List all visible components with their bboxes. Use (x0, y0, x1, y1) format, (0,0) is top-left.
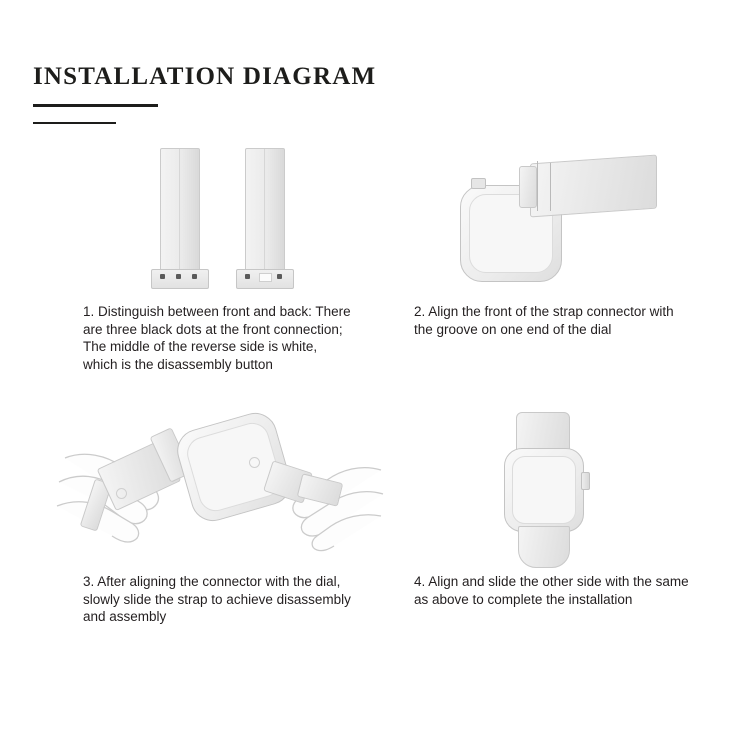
strap-connector-edge (550, 163, 551, 211)
step-1-illustration (55, 140, 385, 295)
strap-end-back (245, 148, 285, 272)
connector-dot (176, 274, 181, 279)
strap-front-crease (179, 149, 180, 269)
title-rule-short (33, 122, 116, 124)
connector-dot (277, 274, 282, 279)
connector-dot (245, 274, 250, 279)
watch-screen (512, 456, 576, 524)
step-1-caption: 1. Distinguish between front and back: There are three black dots at the front connection; The middle of the reverse side is white, which is the disassembly button (83, 304, 351, 372)
strap-end-front (160, 148, 200, 272)
step-3-illustration (55, 410, 385, 565)
page-title: INSTALLATION DIAGRAM (33, 63, 377, 90)
connector-dot (160, 274, 165, 279)
strap-hole (249, 457, 260, 468)
step-2-caption: 2. Align the front of the strap connector with the groove on one end of the dial (414, 304, 674, 337)
step-1 (55, 140, 385, 373)
title-rule-long (33, 104, 158, 107)
dial-groove-tab (471, 178, 486, 189)
disassembly-button (259, 273, 272, 282)
strap-hole (116, 488, 127, 499)
strap-back-crease (264, 149, 265, 269)
step-3-caption: 3. After aligning the connector with the dial, slowly slide the strap to achieve disassembly and assembly (83, 574, 351, 624)
step-2 (400, 140, 730, 338)
step-2-illustration (400, 140, 730, 295)
steps-grid (0, 140, 750, 700)
step-3 (55, 410, 385, 626)
watch-crown (581, 472, 590, 490)
step-4-caption: 4. Align and slide the other side with the same as above to complete the installation (414, 574, 689, 607)
step-4 (400, 410, 730, 608)
connector-dot (192, 274, 197, 279)
watch-band-bottom (518, 526, 570, 568)
strap-connector-edge (537, 161, 538, 211)
connector-head (519, 166, 537, 208)
strap-front-connector (151, 269, 209, 289)
step-4-illustration (400, 410, 730, 565)
